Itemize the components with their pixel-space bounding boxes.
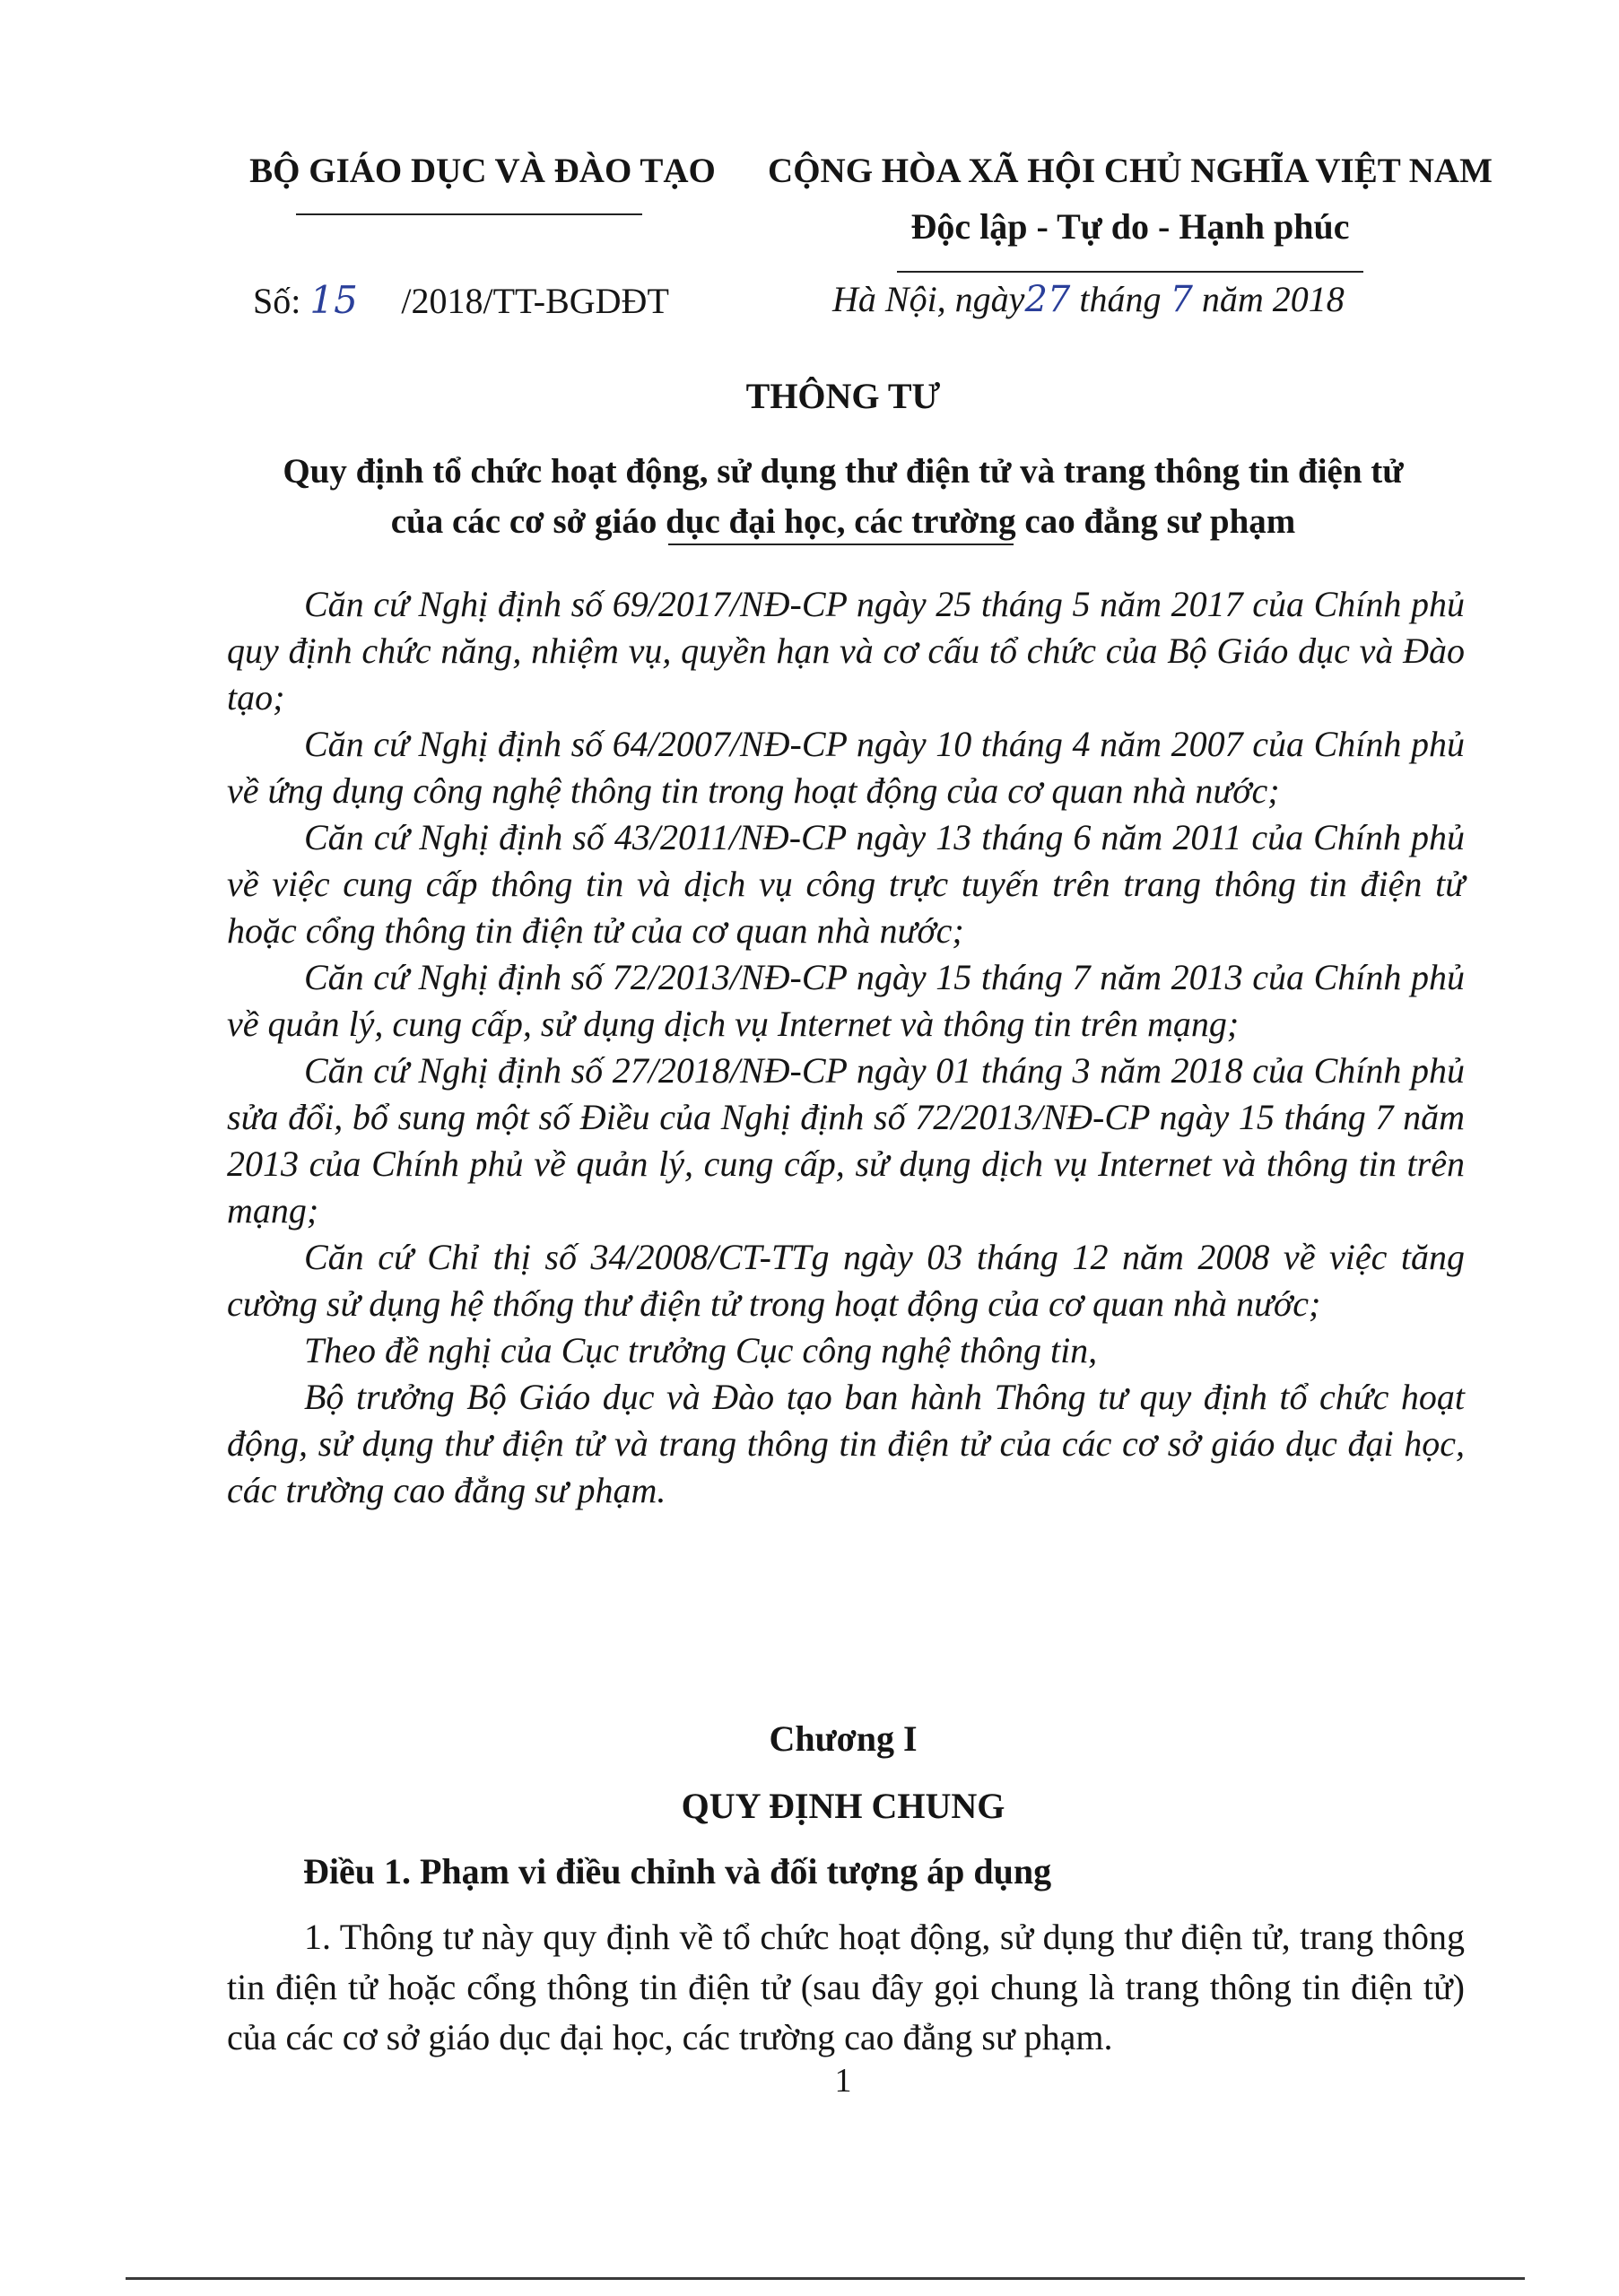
article-heading: Điều 1. Phạm vi điều chỉnh và đối tượng áp dụng [303, 1851, 1052, 1892]
chapter-label: Chương I [769, 1718, 918, 1759]
preamble [227, 581, 1465, 1514]
doc-number-prefix: Số: [253, 281, 301, 321]
month-handwritten: 7 [1170, 279, 1193, 320]
republic-name: CỘNG HÒA XÃ HỘI CHỦ NGHĨA VIỆT NAM [768, 152, 1493, 190]
clause-1: 1. Thông tư này quy định về tổ chức hoạt động, sử dụng thư điện tử, trang thông tin điện tử hoặc cổng thông tin điện tử (sau đây gọi chung là trang thông tin điện tử) của các cơ sở giáo dục đại học, các trường cao đẳng sư phạm. [227, 1917, 1465, 2057]
preamble-paragraph: Bộ trưởng Bộ Giáo dục và Đào tạo ban hành Thông tư quy định tổ chức hoạt động, sử dụng thư điện tử và trang thông tin điện tử của các cơ sở giáo dục đại học, các trường cao đẳng sư phạm. [227, 1377, 1465, 1510]
preamble-paragraph: Căn cứ Nghị định số 72/2013/NĐ-CP ngày 15 tháng 7 năm 2013 của Chính phủ về quản lý, cung cấp, sử dụng dịch vụ Internet và thông tin trên mạng; [227, 957, 1465, 1044]
preamble-paragraph: Theo đề nghị của Cục trưởng Cục công nghệ thông tin, [304, 1330, 1098, 1370]
document-number [253, 278, 669, 322]
preamble-paragraph: Căn cứ Chỉ thị số 34/2008/CT-TTg ngày 03 tháng 12 năm 2008 về việc tăng cường sử dụng hệ thống thư điện tử trong hoạt động của cơ quan nhà nước; [227, 1237, 1465, 1324]
subject-line-2: của các cơ sở giáo dục đại học, các trường cao đẳng sư phạm [390, 502, 1296, 541]
place-prefix: Hà Nội, ngày [832, 279, 1025, 319]
preamble-paragraph: Căn cứ Nghị định số 43/2011/NĐ-CP ngày 13 tháng 6 năm 2011 của Chính phủ về việc cung cấp thông tin và dịch vụ công trực tuyến trên trang thông tin điện tử hoặc cổng thông tin điện tử của cơ quan nhà nước; [227, 817, 1465, 951]
preamble-paragraph: Căn cứ Nghị định số 69/2017/NĐ-CP ngày 25 tháng 5 năm 2017 của Chính phủ quy định chức năng, nhiệm vụ, quyền hạn và cơ cấu tổ chức của Bộ Giáo dục và Đào tạo; [227, 584, 1465, 718]
national-motto: Độc lập - Tự do - Hạnh phúc [910, 206, 1350, 247]
ministry-name: BỘ GIÁO DỤC VÀ ĐÀO TẠO [249, 152, 716, 190]
ministry-underline [296, 213, 642, 215]
year-text: năm 2018 [1201, 279, 1345, 319]
place-date [832, 278, 1345, 320]
day-handwritten: 27 [1024, 279, 1071, 320]
chapter-title: QUY ĐỊNH CHUNG [681, 1786, 1005, 1826]
page-bottom-rule [126, 2277, 1525, 2280]
preamble-paragraph: Căn cứ Nghị định số 27/2018/NĐ-CP ngày 01 tháng 3 năm 2018 của Chính phủ sửa đổi, bổ sung một số Điều của Nghị định số 72/2013/NĐ-CP ngày 15 tháng 7 năm 2013 của Chính phủ về quản lý, cung cấp, sử dụng dịch vụ Internet và thông tin trên mạng; [227, 1050, 1465, 1231]
doc-number-suffix: /2018/TT-BGDĐT [401, 281, 669, 321]
subject-underline [668, 544, 1014, 545]
document-subject [206, 447, 1480, 547]
preamble-paragraph: Căn cứ Nghị định số 64/2007/NĐ-CP ngày 10 tháng 4 năm 2007 của Chính phủ về ứng dụng công nghệ thông tin trong hoạt động của cơ quan nhà nước; [227, 724, 1465, 811]
national-header [744, 151, 1516, 248]
subject-line-1: Quy định tổ chức hoạt động, sử dụng thư điện tử và trang thông tin điện tử [283, 452, 1404, 491]
month-label: tháng [1079, 279, 1162, 319]
document-type: THÔNG TƯ [745, 376, 941, 416]
article-clause [227, 1912, 1465, 2063]
motto-underline [897, 271, 1363, 273]
doc-number-handwritten: 15 [309, 278, 358, 322]
page-number: 1 [834, 2062, 852, 2100]
